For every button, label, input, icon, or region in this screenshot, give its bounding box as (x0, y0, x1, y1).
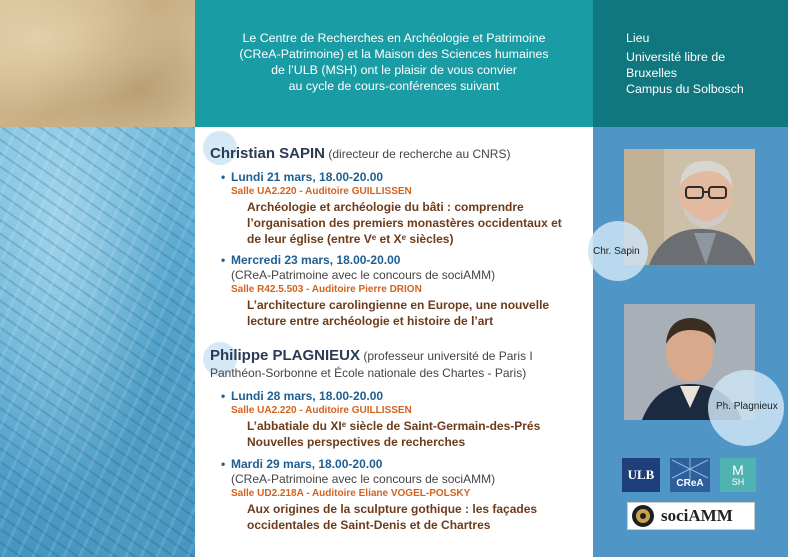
bullet-icon: • (221, 457, 226, 471)
crea-pattern-icon (670, 458, 710, 480)
speaker-name: Christian SAPIN (210, 145, 326, 162)
bullet-icon: • (221, 170, 226, 184)
session-room: Salle UA2.220 - Auditoire GUILLISSEN (231, 405, 412, 416)
sand-texture-image (0, 0, 195, 127)
session-date: • Lundi 28 mars, 18.00-20.00 (221, 389, 384, 403)
session (221, 389, 540, 450)
intro-line: de l’ULB (MSH) ont le plaisir de vous convier (271, 63, 517, 77)
intro-line: au cycle de cours-conférences suivant (288, 79, 500, 93)
session-room: Salle UD2.218A - Auditoire Eliane VOGEL-POLSKY (231, 488, 471, 499)
seal-icon (631, 504, 655, 528)
speaker-heading (210, 347, 590, 382)
session (221, 457, 537, 533)
location-line: Université libre de (626, 50, 726, 64)
msh-logo: M SH (720, 458, 756, 492)
program-content (195, 127, 593, 557)
speaker-role: (professeur université de Paris I (363, 349, 533, 363)
ulb-logo: ULB (622, 458, 660, 492)
location-line: Bruxelles (626, 66, 677, 80)
intro-line: Le Centre de Recherches en Archéologie et Patrimoine (242, 31, 546, 45)
speaker-heading (210, 145, 510, 163)
session-title: Aux origines de la sculpture gothique : les façades occidentales de Saint-Denis et de Chartres (247, 502, 538, 532)
location-label: Lieu (626, 31, 650, 45)
bullet-icon: • (221, 389, 226, 403)
session-date: • Mardi 29 mars, 18.00-20.00 (221, 457, 383, 471)
session-title: L’abbatiale du XIᵉ siècle de Saint-Germain-des-Prés Nouvelles perspectives de recherches (247, 419, 541, 449)
photo-caption: Ph. Plagnieux (716, 401, 778, 412)
sociamm-logo: sociAMM (627, 502, 755, 530)
session-note: (CReA-Patrimoine avec le concours de sociAMM) (231, 472, 496, 486)
session-title: Archéologie et archéologie du bâti : comprendre l’organisation des premiers monastères occidentaux et de leur église (entre Vᵉ et Xᵉ siècles) (247, 200, 562, 246)
speaker-role-continued: Panthéon-Sorbonne et École nationale des Chartes - Paris) (210, 366, 527, 380)
session (221, 170, 562, 247)
location-block (626, 30, 744, 97)
session-room: Salle UA2.220 - Auditoire GUILLISSEN (231, 186, 412, 197)
speaker-name: Philippe PLAGNIEUX (210, 347, 361, 364)
location-line: Campus du Solbosch (626, 82, 744, 96)
carved-stone-image (0, 127, 195, 557)
speaker-role: (directeur de recherche au CNRS) (328, 147, 511, 161)
session-room: Salle R42.5.503 - Auditoire Pierre DRION (231, 284, 422, 295)
bullet-icon: • (221, 253, 226, 267)
session-date: • Lundi 21 mars, 18.00-20.00 (221, 170, 384, 184)
session (221, 253, 549, 329)
intro-text (205, 30, 583, 94)
crea-logo: CReA (670, 458, 710, 492)
photo-caption: Chr. Sapin (593, 246, 640, 257)
session-title: L’architecture carolingienne en Europe, une nouvelle lecture entre archéologie et histoire de l’art (247, 298, 550, 328)
session-date: • Mercredi 23 mars, 18.00-20.00 (221, 253, 401, 267)
session-note: (CReA-Patrimoine avec le concours de sociAMM) (231, 268, 496, 282)
intro-line: (CReA-Patrimoine) et la Maison des Sciences humaines (239, 47, 549, 61)
